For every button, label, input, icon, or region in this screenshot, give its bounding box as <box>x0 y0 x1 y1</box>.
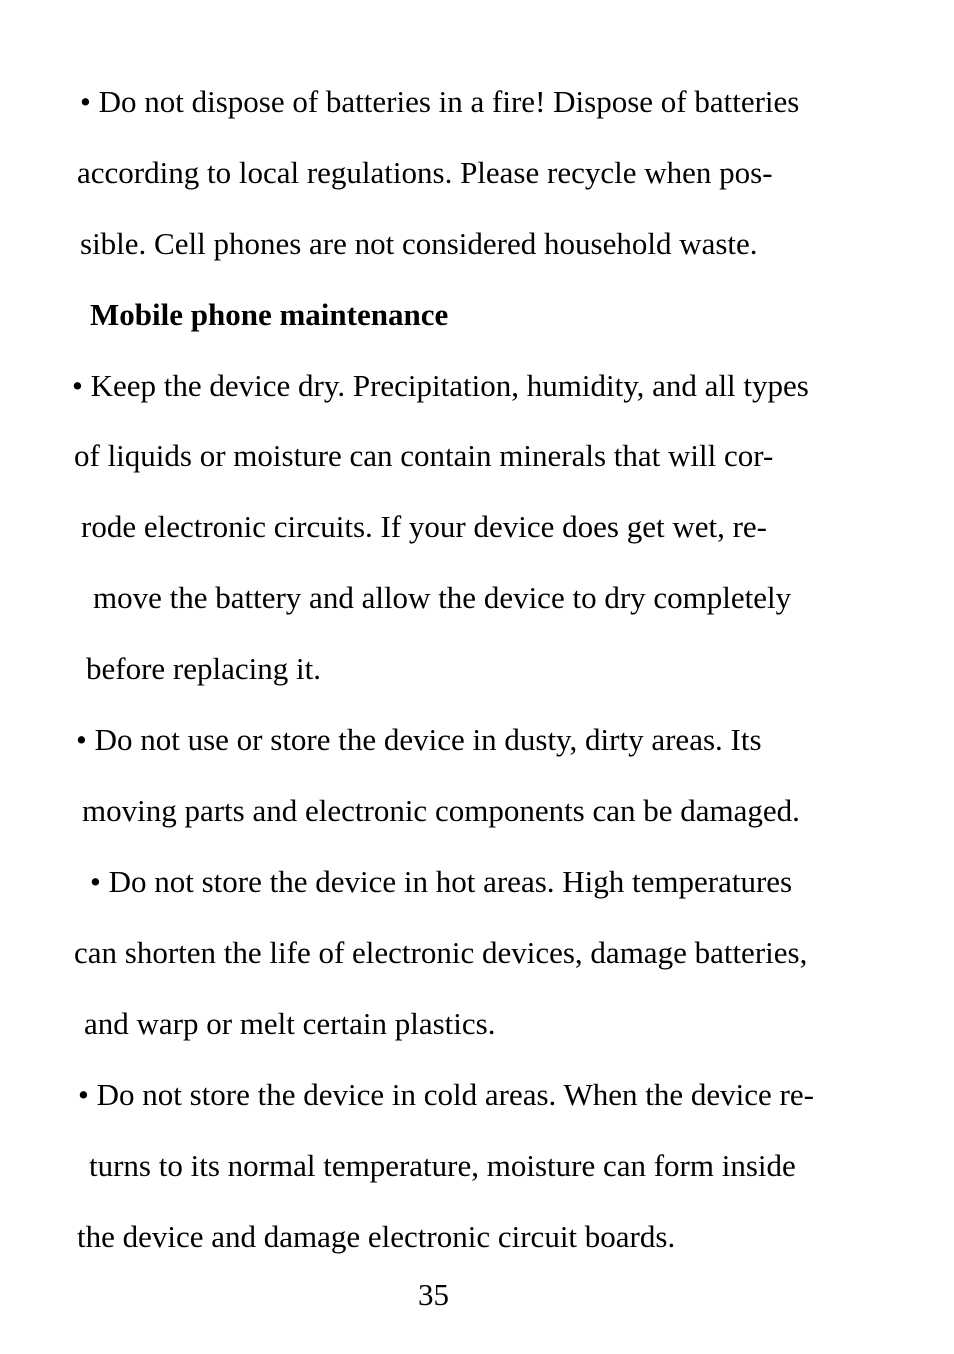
cold-areas-line-2: turns to its normal temperature, moisture can form inside <box>89 1148 796 1183</box>
battery-disposal-line-2: according to local regulations. Please recycle when pos- <box>77 155 773 190</box>
keep-dry-line-3: rode electronic circuits. If your device does get wet, re- <box>81 509 767 544</box>
battery-disposal-line-3: sible. Cell phones are not considered household waste. <box>80 226 758 261</box>
cold-areas-line-1: • Do not store the device in cold areas. When the device re- <box>78 1077 814 1112</box>
hot-areas-line-3: and warp or melt certain plastics. <box>84 1006 496 1041</box>
battery-disposal-line-1: • Do not dispose of batteries in a fire! Dispose of batteries <box>80 84 800 119</box>
keep-dry-line-5: before replacing it. <box>86 651 321 686</box>
cold-areas-line-3: the device and damage electronic circuit boards. <box>77 1219 676 1254</box>
keep-dry-line-2: of liquids or moisture can contain minerals that will cor- <box>74 438 774 473</box>
section-heading-maintenance: Mobile phone maintenance <box>90 297 449 332</box>
keep-dry-line-4: move the battery and allow the device to dry completely <box>93 580 792 615</box>
hot-areas-line-1: • Do not store the device in hot areas. High temperatures <box>90 864 793 899</box>
hot-areas-line-2: can shorten the life of electronic devices, damage batteries, <box>74 935 808 970</box>
page-number: 35 <box>418 1277 449 1312</box>
dusty-areas-line-1: • Do not use or store the device in dusty, dirty areas. Its <box>76 722 762 757</box>
dusty-areas-line-2: moving parts and electronic components can be damaged. <box>82 793 800 828</box>
keep-dry-line-1: • Keep the device dry. Precipitation, humidity, and all types <box>72 368 809 403</box>
